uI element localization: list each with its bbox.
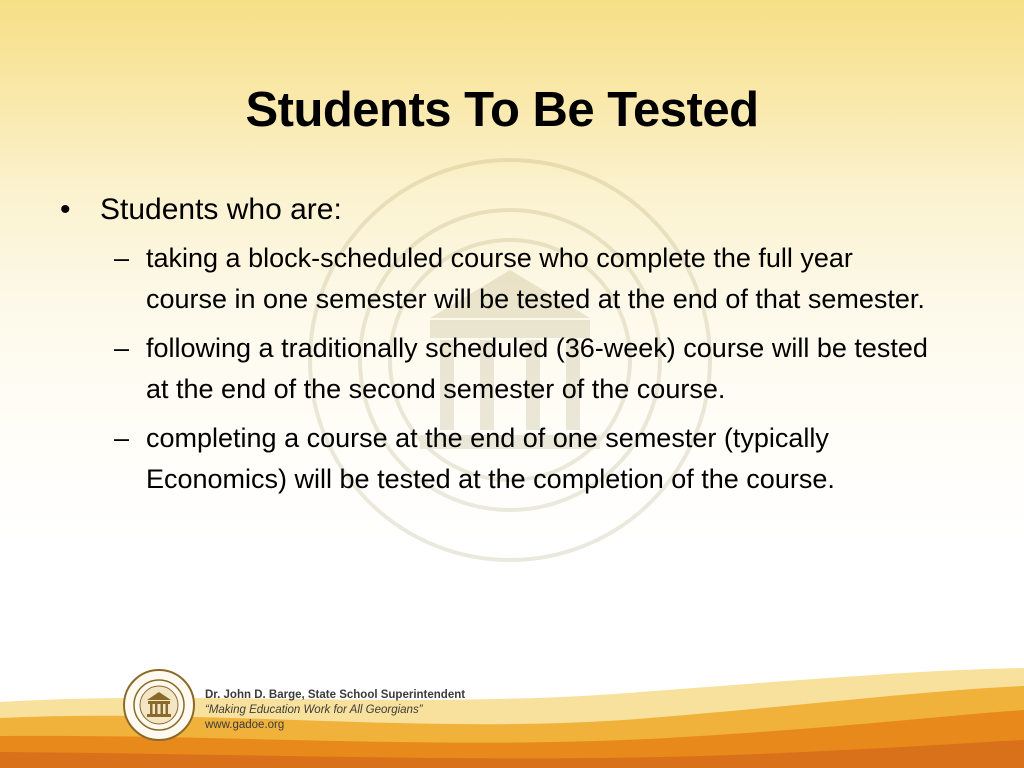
dash-mark: –: [114, 333, 130, 363]
dash-mark: –: [114, 243, 130, 273]
bullet-mark: •: [60, 193, 71, 226]
dash-mark: –: [114, 423, 130, 453]
main-bullet-text: Students who are:: [100, 193, 342, 226]
sub-bullet-text: completing a course at the end of one semester (typically Economics) will be tested at the completion of the course.: [146, 423, 835, 494]
sub-bullet-item: [58, 328, 936, 410]
slide-title: Students To Be Tested: [245, 83, 759, 137]
sub-bullet-list: [58, 238, 958, 500]
footer-motto: “Making Education Work for All Georgians”: [205, 704, 423, 716]
footer-superintendent: Dr. John D. Barge, State School Superintendent: [205, 689, 466, 701]
sub-bullet-item: [58, 418, 936, 500]
doe-seal-icon: [122, 668, 196, 742]
main-bullet: [58, 188, 958, 232]
slide-content: [58, 188, 958, 508]
sub-bullet-item: [58, 238, 936, 320]
sub-bullet-text: taking a block-scheduled course who complete the full year course in one semester will be tested at the end of that semester.: [146, 243, 925, 314]
sub-bullet-text: following a traditionally scheduled (36-week) course will be tested at the end of the second semester of the course.: [146, 333, 928, 404]
footer-text: [205, 688, 465, 733]
footer-website: www.gadoe.org: [205, 719, 285, 731]
